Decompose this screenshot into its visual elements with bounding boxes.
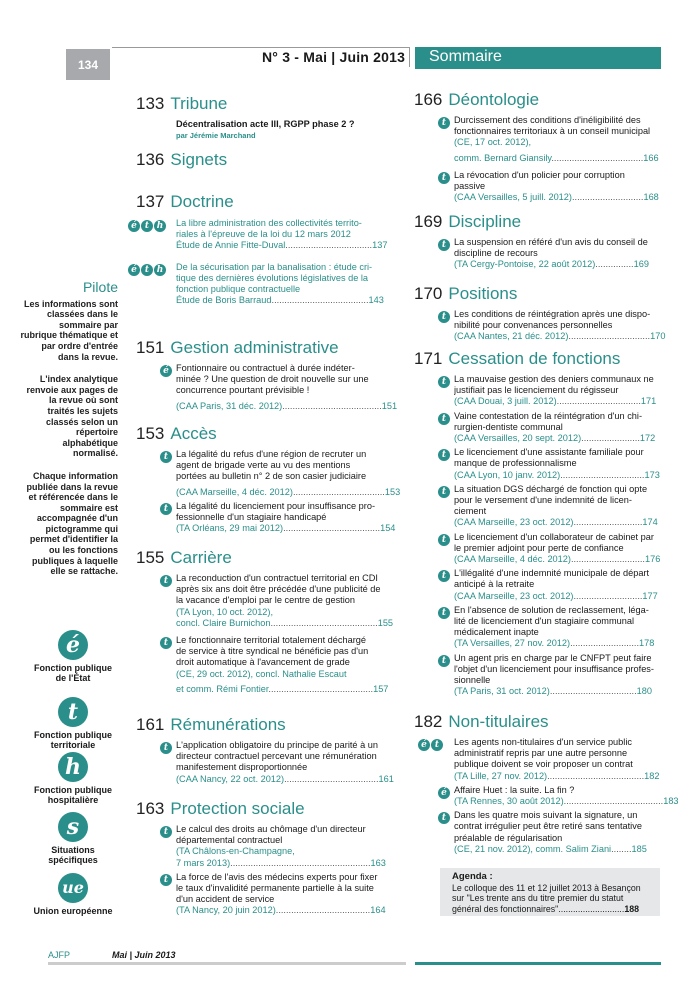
item-ref: concl. Claire Burnichon [176,617,271,628]
icon-group [438,655,450,667]
icon-group [160,637,172,649]
territoriale-icon: t [431,739,443,751]
icon-group [418,739,443,751]
icon-group [160,575,172,587]
footer-date: Mai | Juin 2013 [112,950,176,960]
icon-group [438,172,450,184]
item-line: Un agent pris en charge par le CNFPT peut faire [454,652,652,663]
item-line: passive [454,181,486,192]
specifiques-icon: s [58,812,88,842]
section-page: 137 [136,192,165,211]
item-ref: (CAA Versailles, 20 sept. 2012) [454,433,582,444]
toc-item[interactable]: t La mauvaise gestion des deniers communaux ne justifiait pas le licenciement du régisseur (CAA Douai, 3 juill. 2012).................................171 [414,374,661,408]
section-page: 182 [414,712,443,731]
territoriale-icon: t [160,637,172,649]
item-title: Décentralisation acte III, RGPP phase 2 ? [176,119,355,129]
etat-icon: é [128,264,140,276]
item-page: 154 [380,523,396,534]
etat-icon: é [58,630,88,660]
toc-item[interactable]: t En l'absence de solution de reclassement, léga- lité de licenciement d'un stagiaire communal médicalement inapte (TA Versailles, 27 nov. 2012)...........................178 [414,605,661,650]
item-line: La force de l'avis des médecins experts pour fixer [176,871,378,882]
territoriale-icon: t [438,117,450,129]
item-line: La situation DGS déchargé de fonction qui opte [454,483,648,494]
item-ref: (CAA Versailles, 5 juill. 2012) [454,192,572,203]
territoriale-icon: t [141,220,153,232]
section-positions [414,284,666,343]
pilote-para-1: Les informations sont classées dans le sommaire par rubrique thématique et par ordre d'entrée dans la revue. [20,298,118,362]
item-line: manque de professionnalisme [454,458,577,469]
icon-group [128,264,166,276]
section-title: Protection sociale [170,799,305,818]
item-page: 157 [373,683,389,694]
footer-rule [48,962,406,965]
item-line: le premier adjoint pour perte de confiance [454,542,624,553]
icon-group [438,607,450,619]
section-page: 155 [136,548,165,567]
item-line: L'application obligatoire du principe de parité à un [176,740,378,750]
territoriale-icon: t [438,655,450,667]
item-line: (TA Châlons-en-Champagne, [176,846,295,857]
section-remunerations [136,715,394,785]
ue-icon: ue [58,873,88,903]
item-ref: (CE, 21 nov. 2012), comm. Salim Ziani [454,843,612,854]
item-line: Le calcul des droits au chômage d'un directeur [176,824,366,834]
item-page: 182 [644,770,660,781]
item-line: lité de licenciement d'un stagiaire communal [454,616,634,627]
icon-group [438,311,450,323]
legend-etat [28,630,118,683]
item-page: 173 [644,469,660,480]
item-ref: (TA Rennes, 30 août 2012) [454,796,564,807]
item-line: manifestement disproportionnée [176,762,308,773]
toc-item[interactable]: é Affaire Huet : la suite. La fin ? (TA Rennes, 30 août 2012).......................................183 [414,785,661,807]
section-title: Cessation de fonctions [448,349,621,368]
item-line: En l'absence de solution de reclassement, léga- [454,604,649,615]
item-ref: (CAA Nancy, 22 oct. 2012) [176,773,285,784]
section-page: 153 [136,424,165,443]
item-ref: (TA Paris, 31 oct. 2012) [454,686,550,697]
item-ref: (CAA Marseille, 23 oct. 2012) [454,517,574,528]
section-page: 133 [136,94,165,113]
item-ref: et comm. Rémi Fontier [176,683,269,694]
item-line: directeur contractuel percevant une rémunération [176,751,377,762]
section-page: 163 [136,799,165,818]
toc-item[interactable] [136,119,406,141]
icon-group [438,787,450,799]
item-ref: (CAA Marseille, 23 oct. 2012) [454,590,574,601]
item-ref: (CAA Lyon, 10 janv. 2012) [454,469,561,480]
item-line: Le fonctionnaire territorial totalement déchargé [176,635,366,646]
territoriale-icon: t [438,812,450,824]
etat-icon: é [128,220,140,232]
pilote-para-2: L'index analytique renvoie aux pages de la revue où sont traités les sujets classés selon un répertoire alphabétique normalisé. [26,374,118,459]
item-line: Le licenciement d'un collaborateur de cabinet par [454,531,654,542]
section-title: Discipline [448,212,522,231]
item-ref: Étude de Boris Barraud [176,295,272,306]
item-line: (CE, 17 oct. 2012), [454,137,532,148]
toc-item[interactable]: t Le calcul des droits au chômage d'un directeur départemental contractuel (TA Châlons-en-Champagne, 7 mars 2013).......................................................163 [136,824,383,869]
item-page: 176 [644,554,661,565]
toc-item[interactable]: t La reconduction d'un contractuel territorial en CDI après six ans doit être précédée d'une publicité de la vacance d'emploi par le centre de gestion (TA Lyon, 10 oct. 2012), concl. Claire Burnichon..........................................155 [136,573,383,629]
item-line: fonction publique contractuelle [176,284,301,295]
pilote-sidebar [20,279,118,589]
hospitaliere-icon: h [154,220,166,232]
item-line: La mauvaise gestion des deniers communaux ne [454,374,654,384]
item-line: La reconduction d'un contractuel territorial en CDI [176,573,378,583]
item-line: agent de brigade verte au vu des mentions [176,460,351,471]
toc-item[interactable]: t Les conditions de réintégration après une dispo- nibilité pour convenances personnelles (CAA Nantes, 21 déc. 2012)................................170 [414,309,661,343]
section-page: 136 [136,150,165,169]
item-line: justifiait pas le licenciement du régisseur [454,385,619,396]
icon-group [128,220,166,232]
icon-group [438,117,450,129]
section-acces [136,424,401,534]
toc-item[interactable]: t L'illégalité d'une indemnité municipale de départ anticipé à la retraite (CAA Marseille, 23 oct. 2012)...........................177 [414,568,661,602]
item-page: 151 [381,400,398,411]
item-page: 171 [640,396,657,407]
item-page: 174 [642,517,658,528]
item-line: préalable de régularisation [454,832,563,843]
item-page: 153 [384,486,401,497]
item-line: La suspension en référé d'un avis du conseil de [454,237,648,247]
territoriale-icon: t [438,376,450,388]
item-ref: comm. Bernard Giansily [454,152,552,163]
item-line: Les agents non-titulaires d'un service public [454,737,632,747]
pilote-title: Pilote [82,279,118,295]
toc-item[interactable]: t La révocation d'un policier pour corruption passive (CAA Versailles, 5 juill. 2012)............................168 [414,170,661,204]
item-line: l'objet d'un licenciement pour insuffisance profes- [454,663,654,674]
section-title: Accès [170,424,217,443]
toc-item[interactable]: t Dans les quatre mois suivant la signature, un contrat irrégulier peut être retiré sans tentative préalable de régularisation (CE, 21 nov. 2012), comm. Salim Ziani........185 [414,810,661,855]
territoriale-icon: t [160,503,172,515]
legend-label: Fonction publique hospitalière [34,785,112,805]
legend-label: Fonction publique de l'État [34,663,112,683]
section-tribune [136,94,406,141]
section-title: Gestion administrative [170,338,339,357]
item-line: fonctionnaires territoriaux à un conseil municipal [454,126,651,137]
territoriale-icon: t [438,449,450,461]
item-line: médicalement inapte [454,627,539,638]
toc-item[interactable]: t La légalité du refus d'une région de recruter un agent de brigade verte au vu des mentions portées au bulletin n° 2 de son casier judiciaire (CAA Marseille, 4 déc. 2012)....................................153 [136,449,383,498]
toc-item[interactable]: t La légalité du licenciement pour insuffisance pro- fessionnelle d'un stagiaire handicapé (TA Orléans, 29 mai 2012)......................................154 [136,501,383,535]
item-ref: 7 mars 2013) [176,857,231,868]
section-page: 171 [414,349,443,368]
section-page: 151 [136,338,165,357]
item-line: Fontionnaire ou contractuel à durée indéter- [176,363,355,373]
section-page: 170 [414,284,443,303]
item-line: L'illégalité d'une indemnité municipale de départ [454,568,650,579]
legend-label: Union européenne [33,906,113,916]
item-line: La légalité du licenciement pour insuffisance pro- [176,500,376,511]
icon-group [438,812,450,824]
territoriale-icon: t [160,451,172,463]
agenda-box[interactable]: Agenda : Le colloque des 11 et 12 juillet 2013 à Besançon sur "Les trente ans du titre premier du statut général des fonctionnaires"...........................188 [440,868,660,916]
agenda-line: sur "Les trente ans du titre premier du statut [452,893,624,904]
icon-group [160,742,172,754]
territoriale-icon: t [438,239,450,251]
item-line: Le licenciement d'une assistante familiale pour [454,447,644,458]
item-line: fessionnelle d'un stagiaire handicapé [176,512,327,523]
item-ref: (CAA Nantes, 21 déc. 2012) [454,331,569,342]
territoriale-icon: t [160,742,172,754]
icon-group [160,503,172,515]
toc-item[interactable]: t La suspension en référé d'un avis du conseil de discipline de recours (TA Cergy-Pontoise, 22 août 2012)...............169 [414,237,661,271]
item-page: 166 [643,152,659,163]
section-title: Carrière [170,548,232,567]
footer-journal: AJFP [48,950,71,960]
item-line: concurrence pourtant prévisible ! [176,385,310,396]
icon-group [438,376,450,388]
item-ref: (TA Versailles, 27 nov. 2012) [454,638,571,649]
icon-group [160,365,172,377]
item-line: De la sécurisation par la banalisation : étude cri- [176,261,373,272]
toc-item[interactable]: t L'application obligatoire du principe de parité à un directeur contractuel percevant une rémunération manifestement disproportionnée (CAA Nancy, 22 oct. 2012).....................................161 [136,740,383,785]
icon-group [438,413,450,425]
section-nontitulaires [414,712,679,855]
etat-icon: é [418,739,430,751]
territoriale-icon: t [438,570,450,582]
issue-label: N° 3 - Mai | Juin 2013 [262,49,406,65]
item-ref: (CAA Marseille, 4 déc. 2012) [176,486,293,497]
item-line: départemental contractuel [176,835,283,846]
item-page: 164 [370,905,386,916]
item-page: 161 [378,773,394,784]
etat-icon: é [160,365,172,377]
item-page: 172 [639,433,656,444]
item-page: 168 [643,192,659,203]
item-line: Vaine contestation de la réintégration d'un chi- [454,410,643,421]
hospitaliere-icon: h [58,752,88,782]
hospitaliere-icon: h [154,264,166,276]
territoriale-icon: t [160,575,172,587]
icon-group [160,826,172,838]
item-page: 180 [636,686,652,697]
item-line: ciement [454,506,487,517]
item-line: (CE, 29 oct. 2012), concl. Nathalie Escaut [176,668,347,679]
section-title: Signets [170,150,228,169]
item-line: d'un accident de service [176,894,275,905]
item-author: par Jérémie Marchand [176,131,256,141]
item-line: administratif repris par une autre personne [454,748,628,759]
section-carriere [136,548,394,695]
section-doctrine [131,192,388,306]
item-page: 137 [372,240,388,251]
item-line: pour le versement d'une indemnité de licen- [454,495,632,506]
territoriale-icon: t [438,534,450,546]
pilote-para-3: Chaque information publiée dans la revue et référencée dans le sommaire est accompagnée d'un pictogramme qui permet d'identifier la ou les fonctions publiques à laquelle elle se rattache. [26,470,118,577]
item-line: Affaire Huet : la suite. La fin ? [454,784,575,795]
toc-item[interactable]: t Vaine contestation de la réintégration d'un chi- rurgien-dentiste communal (CAA Versailles, 20 sept. 2012).......................172 [414,411,661,445]
item-line: portées au bulletin n° 2 de son casier judiciaire [176,471,367,482]
icon-group [438,449,450,461]
toc-item[interactable]: t La situation DGS déchargé de fonction qui opte pour le versement d'une indemnité de licen- ciement (CAA Marseille, 23 oct. 2012)...........................174 [414,484,661,529]
item-line: nibilité pour convenances personnelles [454,320,613,331]
item-line: de service à titre syndical ne bénéficie pas d'un [176,646,369,657]
territoriale-icon: t [160,874,172,886]
legend-hospitaliere [28,752,118,805]
footer-rule-accent [415,962,661,965]
section-band-underline [415,67,661,69]
territoriale-icon: t [438,486,450,498]
icon-group [438,534,450,546]
section-signets [136,150,406,172]
item-line: Durcissement des conditions d'inéligibilité des [454,115,641,125]
territoriale-icon: t [438,607,450,619]
item-ref: (CAA Paris, 31 déc. 2012) [176,400,283,411]
item-page: 177 [642,590,658,601]
item-line: droit automatique à l'avancement de grade [176,657,350,668]
item-line: après six ans doit être précédée d'une publicité de [176,584,381,595]
toc-item[interactable]: é t Les agents non-titulaires d'un service public administratif repris par une autre personne publique doivent se voir proposer un contrat (TA Lille, 27 nov. 2012)......................................182 [414,737,661,782]
item-line: La libre administration des collectivités territo- [176,218,362,228]
territoriale-icon: t [438,172,450,184]
territoriale-icon: t [58,697,88,727]
item-ref: (TA Orléans, 29 mai 2012) [176,523,284,534]
item-line: rurgien-dentiste communal [454,421,563,432]
item-line: tique des dernières évolutions législatives de la [176,272,369,283]
item-ref: Étude de Annie Fitte-Duval [176,240,286,251]
item-page: 170 [650,331,666,342]
agenda-page: 188 [624,903,639,914]
section-page: 166 [414,90,443,109]
section-title: Doctrine [170,192,234,211]
item-line: minée ? Une question de droit nouvelle sur une [176,374,369,385]
section-deontologie [414,90,661,203]
section-title: Non-titulaires [448,712,549,731]
icon-group [438,486,450,498]
toc-item[interactable]: t Durcissement des conditions d'inéligibilité des fonctionnaires territoriaux à un conseil municipal (CE, 17 oct. 2012), comm. Bernard Giansily....................................166 [414,115,661,164]
legend-label: Fonction publique territoriale [34,730,112,750]
item-page: 155 [377,617,394,628]
item-page: 178 [639,638,655,649]
item-page: 183 [663,796,679,807]
legend-specifiques [28,812,118,865]
item-line: riales à l'épreuve de la loi du 12 mars 2012 [176,229,351,240]
section-page: 169 [414,212,443,231]
item-line: publique doivent se voir proposer un contrat [454,759,633,770]
item-line: La révocation d'un policier pour corruption [454,169,625,180]
item-ref: (CAA Douai, 3 juill. 2012) [454,396,557,407]
toc-item[interactable]: t Un agent pris en charge par le CNFPT peut faire l'objet d'un licenciement pour insuffisance profes- sionnelle (TA Paris, 31 oct. 2012)..................................180 [414,653,661,698]
item-line: Les conditions de réintégration après une dispo- [454,309,651,319]
item-ref: (TA Lille, 27 nov. 2012) [454,770,548,781]
etat-icon: é [438,787,450,799]
icon-group [160,874,172,886]
territoriale-icon: t [438,413,450,425]
section-title: Déontologie [448,90,540,109]
legend-ue [28,873,118,916]
toc-item[interactable]: t Le licenciement d'un collaborateur de cabinet par le premier adjoint pour perte de confiance (CAA Marseille, 4 déc. 2012).............................176 [414,532,661,566]
icon-group [160,451,172,463]
item-ref: (TA Cergy-Pontoise, 22 août 2012) [454,259,596,270]
item-page: 163 [370,857,386,868]
section-title: Rémunérations [170,715,286,734]
item-ref: (TA Nancy, 20 juin 2012) [176,905,276,916]
item-line: la vacance d'emploi par le centre de gestion [176,595,355,606]
toc-item[interactable]: t La force de l'avis des médecins experts pour fixer le taux d'invalidité permanente partielle à la suite d'un accident de service (TA Nancy, 20 juin 2012).....................................164 [136,872,383,917]
item-line: discipline de recours [454,248,538,259]
agenda-line: général des fonctionnaires" [452,903,559,914]
section-title: Tribune [170,94,228,113]
item-line: La légalité du refus d'une région de recruter un [176,449,367,459]
section-cessation [414,349,661,697]
section-gestion [136,338,398,412]
agenda-title: Agenda : [452,871,493,882]
section-discipline [414,212,661,271]
icon-group [438,239,450,251]
toc-item[interactable]: é t h De la sécurisation par la banalisation : étude cri- tique des dernières évolutions législatives de la fonction publique contractuelle Étude de Boris Barraud......................................143 [136,262,383,307]
icon-group [438,570,450,582]
item-page: 169 [633,259,649,270]
territoriale-icon: t [160,826,172,838]
section-page: 161 [136,715,165,734]
toc-item[interactable]: é t h La libre administration des collectivités territo- riales à l'épreuve de la loi du 12 mars 2012 Étude de Annie Fitte-Duval..................................137 [136,218,383,252]
item-line: sionnelle [454,675,491,686]
section-title: Positions [448,284,518,303]
page-number: 134 [66,49,110,80]
item-line: (TA Lyon, 10 oct. 2012), [176,606,274,617]
toc-item[interactable]: é Fontionnaire ou contractuel à durée indéter- minée ? Une question de droit nouvelle sur une concurrence pourtant prévisible ! (CAA Paris, 31 déc. 2012).......................................151 [136,363,383,412]
agenda-line: Le colloque des 11 et 12 juillet 2013 à Besançon [452,882,641,893]
item-line: contrat irrégulier peut être retiré sans tentative [454,821,642,832]
territoriale-icon: t [141,264,153,276]
section-band: Sommaire [415,47,661,67]
item-line: le taux d'invalidité permanente partielle à la suite [176,883,374,894]
territoriale-icon: t [438,311,450,323]
item-page: 185 [631,843,647,854]
item-line: anticipé à la retraite [454,579,535,590]
item-line: Dans les quatre mois suivant la signature, un [454,810,638,821]
item-ref: (CAA Marseille, 4 déc. 2012) [454,554,571,565]
toc-item[interactable]: t Le licenciement d'une assistante familiale pour manque de professionnalisme (CAA Lyon, 10 janv. 2012).................................173 [414,447,661,481]
legend-territoriale [28,697,118,750]
section-protection [136,799,386,917]
legend-label: Situations spécifiques [48,845,98,865]
toc-item[interactable]: t Le fonctionnaire territorial totalement déchargé de service à titre syndical ne bénéficie pas d'un droit automatique à l'avancement de grade (CE, 29 oct. 2012), concl. Nathalie Escaut et comm. Rémi Fontier.........................................157 [136,635,383,695]
item-page: 143 [368,295,384,306]
